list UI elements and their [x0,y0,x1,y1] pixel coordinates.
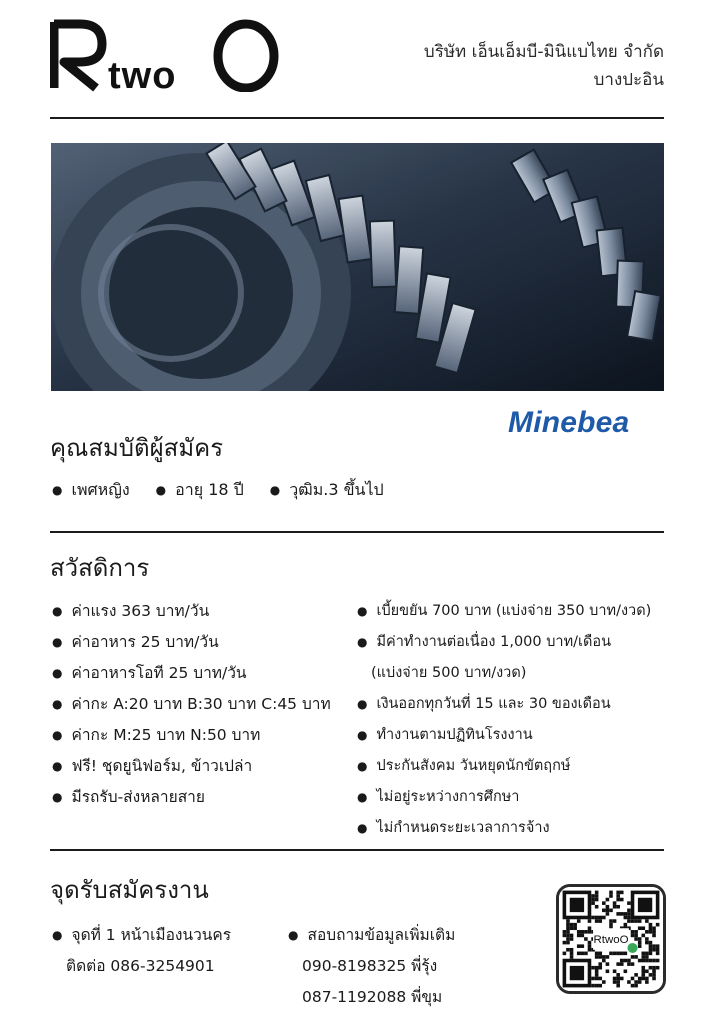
apply-inquiry-block [288,920,455,1013]
rtwoo-logo [50,18,280,92]
apply-phone-2: 087-1192088 พี่ขุม [302,988,443,1006]
welfare-item-continuation: (แบ่งจ่าย 500 บาท/งวด) [371,665,527,681]
welfare-item: ● ค่ากะ A:20 บาท B:30 บาท C:45 บาท [52,695,331,713]
welfare-list-right [357,596,651,844]
minebea-logo: Minebea [508,406,630,439]
company-line-2: บางปะอิน [593,70,664,90]
welfare-item: ● ไม่อยู่ระหว่างการศึกษา [357,789,520,805]
bullet-icon: ● [155,483,167,497]
welfare-item: ● ค่าอาหารโอที 25 บาท/วัน [52,664,247,682]
welfare-item: ● ทำงานตามปฏิทินโรงงาน [357,727,533,743]
apply-phone-1: 090-8198325 พี่รุ้ง [302,957,438,975]
welfare-item: ● ประกันสังคม วันหยุดนักขัตฤกษ์ [357,758,571,774]
welfare-item: ● ค่าแรง 363 บาท/วัน [52,602,210,620]
apply-location: ● จุดที่ 1 หน้าเมืองนวนคร [52,926,232,944]
gear-image [51,143,664,391]
apply-location-block [52,920,231,982]
welfare-item: ● ค่ากะ M:25 บาท N:50 บาท [52,726,261,744]
qualification-item: ● อายุ 18 ปี [156,478,244,503]
apply-inquiry: ● สอบถามข้อมูลเพิ่มเติม [288,926,456,944]
qualifications-list [52,478,384,503]
bullet-icon: ● [52,483,63,497]
header-divider [50,117,664,119]
welfare-item: ● มีค่าทำงานต่อเนื่อง 1,000 บาท/เดือน [357,634,612,650]
welfare-item: ● ฟรี! ชุดยูนิฟอร์ม, ข้าวเปล่า [52,757,253,775]
qr-code[interactable] [556,884,666,994]
welfare-item: ● มีรถรับ-ส่งหลายสาย [52,788,205,806]
qualifications-title: คุณสมบัติผู้สมัคร [50,434,224,462]
svg-text:two: two [108,55,177,92]
company-line-1: บริษัท เอ็นเอ็มบี-มินิแบไทย จำกัด [423,42,664,62]
section-divider [50,531,664,533]
welfare-title: สวัสดิการ [50,554,150,582]
company-name [424,38,664,94]
apply-contact: ติดต่อ 086-3254901 [66,957,215,975]
welfare-item: ● เบี้ยขยัน 700 บาท (แบ่งจ่าย 350 บาท/งวด) [357,603,652,619]
welfare-item: ● เงินออกทุกวันที่ 15 และ 30 ของเดือน [357,696,611,712]
welfare-item: ● ไม่กำหนดระยะเวลาการจ้าง [357,820,550,836]
svg-text:RtwoO: RtwoO [593,933,629,946]
qualification-item: ● วุฒิม.3 ขึ้นไป [270,478,384,503]
qualification-item: ● เพศหญิง [52,478,130,503]
apply-title: จุดรับสมัครงาน [50,876,209,904]
welfare-item: ● ค่าอาหาร 25 บาท/วัน [52,633,219,651]
bullet-icon: ● [269,483,281,497]
section-divider [50,849,664,851]
qr-pattern [559,887,663,991]
welfare-list-left [52,596,331,813]
